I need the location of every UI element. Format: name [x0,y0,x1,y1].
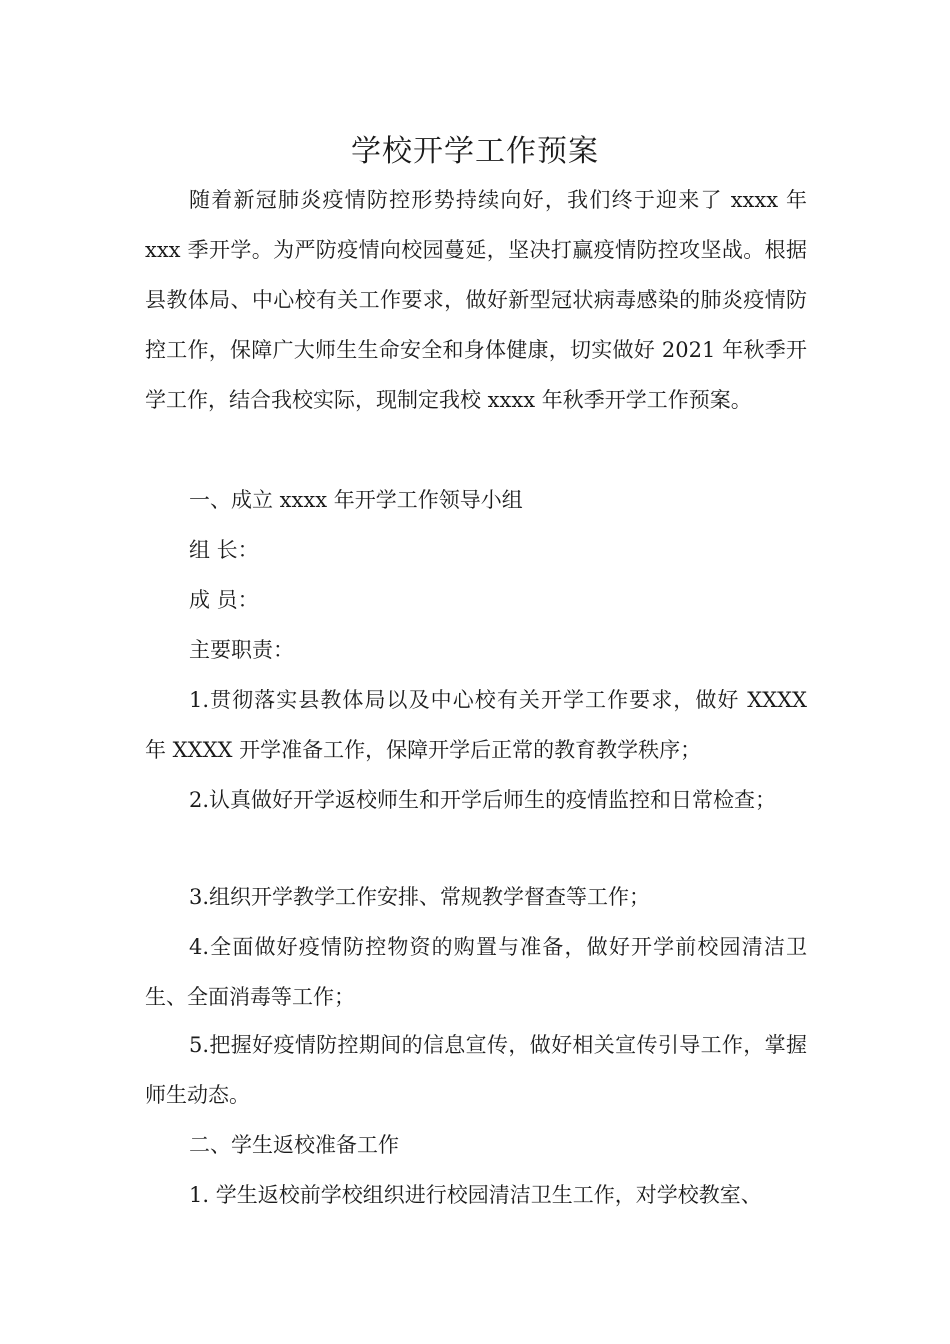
prep-item-1: 1. 学生返校前学校组织进行校园清洁卫生工作，对学校教室、 [189,1183,762,1207]
duties-label: 主要职责： [189,638,294,662]
section2-heading: 二、学生返校准备工作 [189,1133,399,1157]
duty-item-2: 2.认真做好开学返校师生和开学后师生的疫情监控和日常检查； [189,788,777,812]
document-title: 学校开学工作预案 [351,134,599,169]
duty-item-1: 1.贯彻落实县教体局以及中心校有关开学工作要求，做好 XXXX 年 XXXX 开学准备工作，保障开学后正常的教育教学秩序； [145,688,807,762]
duty-item-5: 5.把握好疫情防控期间的信息宣传，做好相关宣传引导工作，掌握师生动态。 [145,1033,807,1107]
section1-heading: 一、成立 xxxx 年开学工作领导小组 [189,488,523,512]
duty-item-3: 3.组织开学教学工作安排、常规教学督查等工作； [189,885,651,909]
duty-item-4: 4.全面做好疫情防控物资的购置与准备，做好开学前校园清洁卫生、全面消毒等工作； [145,935,807,1009]
intro-paragraph: 随着新冠肺炎疫情防控形势持续向好，我们终于迎来了 xxxx 年 xxx 季开学。为严防疫情向校园蔓延，坚决打赢疫情防控攻坚战。根据县教体局、中心校有关工作要求，做好新型冠状病毒感染的肺炎疫情防控工作，保障广大师生生命安全和身体健康，切实做好 2021 年秋季开学工作，结合我校实际，现制定我校 xxxx 年秋季开学工作预案。 [145,188,807,412]
members-line: 成 员： [189,588,259,612]
leader-line: 组 长： [189,538,259,562]
